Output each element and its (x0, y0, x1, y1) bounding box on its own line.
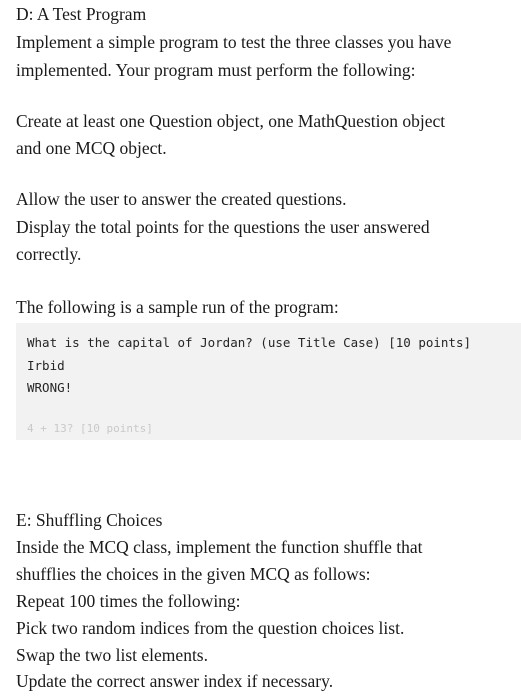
section-d-intro-line-1: Implement a simple program to test the three classes you have (16, 32, 452, 52)
code-line-question: What is the capital of Jordan? (use Title Case) [10 points] (27, 335, 472, 350)
create-objects-line-1: Create at least one Question object, one MathQuestion object (16, 111, 446, 131)
display-points-line-1: Display the total points for the questions the user answered (16, 217, 430, 237)
section-e-line-2: shufflies the choices in the given MCQ as follows: (16, 564, 371, 584)
section-e-line-6: Update the correct answer index if necessary. (16, 671, 334, 691)
section-e-line-5: Swap the two list elements. (16, 645, 208, 665)
display-points-line-2: correctly. (16, 244, 82, 264)
section-d-intro-line-2: implemented. Your program must perform the following: (16, 60, 416, 80)
sample-run-intro: The following is a sample run of the program: (16, 297, 339, 317)
code-line-result: WRONG! (27, 380, 73, 395)
section-e-line-4: Pick two random indices from the question choices list. (16, 618, 405, 638)
code-line-answer: Irbid (27, 358, 65, 373)
answer-questions-line: Allow the user to answer the created questions. (16, 189, 347, 209)
section-e-line-1: Inside the MCQ class, implement the function shuffle that (16, 537, 423, 557)
create-objects-line-2: and one MCQ object. (16, 138, 167, 158)
section-d-title: D: A Test Program (16, 4, 147, 24)
section-e-title: E: Shuffling Choices (16, 510, 163, 530)
sample-run-code-block (16, 323, 521, 440)
section-e-line-3: Repeat 100 times the following: (16, 591, 241, 611)
code-line-next-question: 4 + 13? [10 points] (27, 422, 153, 435)
